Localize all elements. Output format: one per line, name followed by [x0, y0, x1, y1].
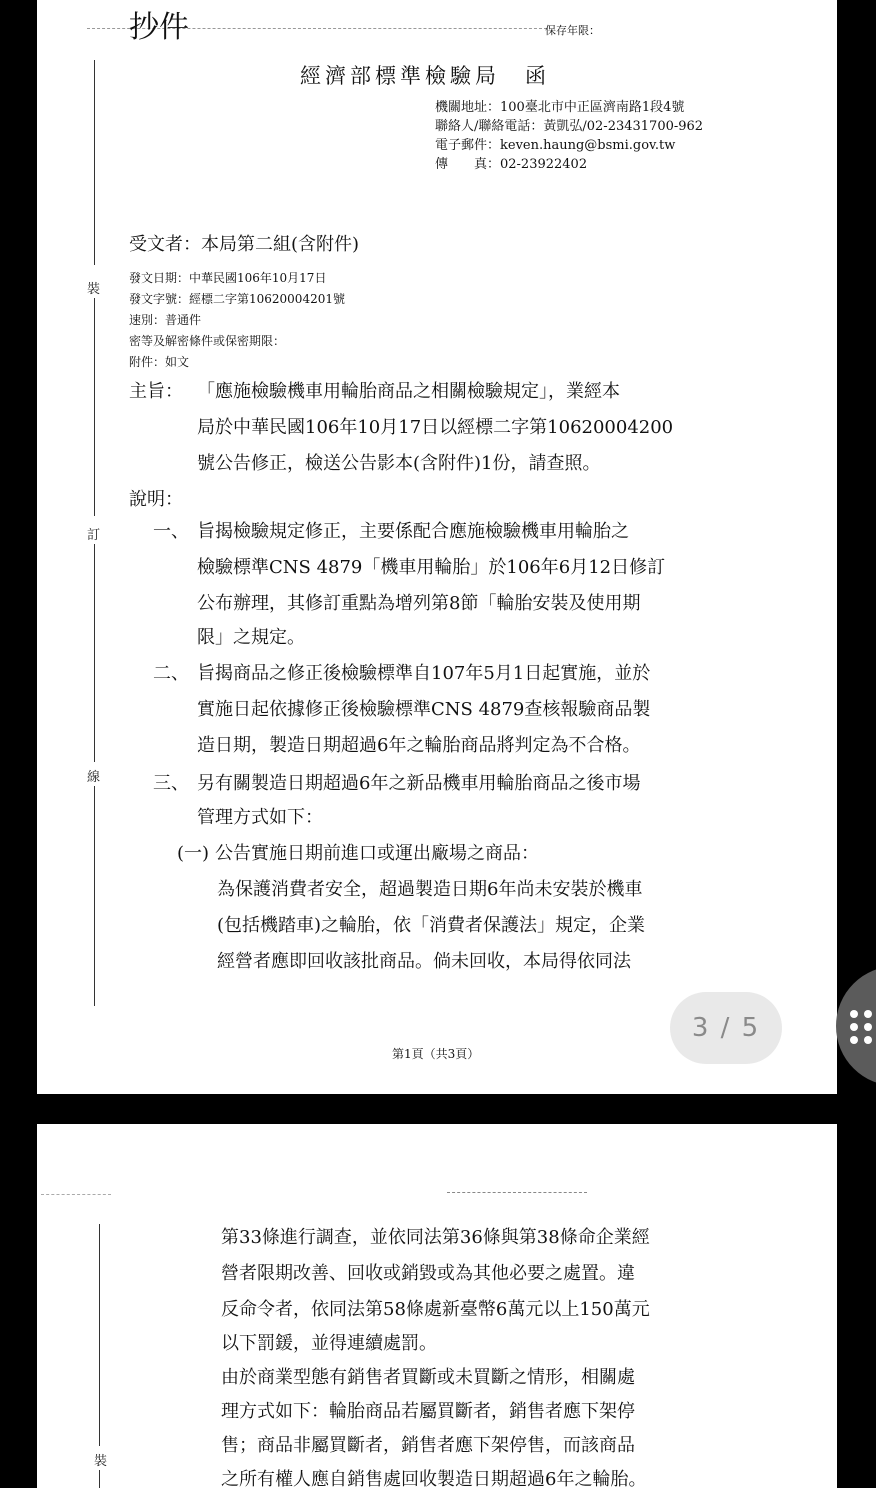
page-footer: 第1頁（共3頁）	[392, 1047, 480, 1061]
confidentiality: 密等及解密條件或保密期限：	[129, 334, 286, 348]
binding-line	[99, 1470, 100, 1488]
sub-item-title: 公告實施日期前進口或運出廠場之商品：	[215, 843, 539, 864]
sub-item-line: (包括機踏車)之輪胎，依「消費者保護法」規定，企業	[217, 915, 646, 936]
retention-label: 保存年限：	[545, 24, 600, 37]
issue-number: 發文字號：經標二字第10620004201號	[129, 292, 345, 306]
continued-line: 營者限期改善、回收或銷毀或為其他必要之處置。違	[221, 1263, 635, 1284]
item-3-number: 三、	[153, 773, 189, 794]
document-title: 經濟部標準檢驗局 函	[300, 64, 550, 88]
continued-line: 理方式如下：輪胎商品若屬買斷者，銷售者應下架停	[221, 1401, 635, 1422]
item-1-number: 一、	[153, 521, 189, 542]
document-page-1	[37, 0, 837, 1094]
continued-line: 由於商業型態有銷售者買斷或未買斷之情形，相關處	[221, 1367, 635, 1388]
continued-line: 反命令者，依同法第58條處新臺幣6萬元以上150萬元	[221, 1299, 650, 1320]
sub-item-number: (一)	[177, 843, 210, 864]
subject-line: 號公告修正，檢送公告影本(含附件)1份，請查照。	[197, 453, 601, 474]
speed-class: 速別：普通件	[129, 313, 202, 327]
item-2-line: 實施日起依據修正後檢驗標準CNS 4879查核報驗商品製	[197, 699, 651, 720]
issue-date: 發文日期：中華民國106年10月17日	[129, 271, 327, 285]
grid-dots-icon	[850, 1010, 876, 1044]
sub-item-line: 經營者應即回收該批商品。倘未回收，本局得依同法	[217, 951, 631, 972]
floating-menu-button[interactable]	[836, 966, 876, 1086]
continued-line: 第33條進行調查，並依同法第36條與第38條命企業經	[221, 1227, 650, 1248]
explanation-label: 說明：	[129, 489, 183, 510]
attachment: 附件：如文	[129, 355, 190, 369]
subject-line: 局於中華民國106年10月17日以經標二字第10620004200	[197, 417, 674, 438]
continued-line: 售；商品非屬買斷者，銷售者應下架停售，而該商品	[221, 1435, 635, 1456]
item-2-line: 造日期，製造日期超過6年之輪胎商品將判定為不合格。	[197, 735, 641, 756]
item-1-line: 公布辦理，其修訂重點為增列第8節「輪胎安裝及使用期	[197, 593, 641, 614]
top-rule	[447, 1192, 587, 1193]
binding-line	[94, 298, 95, 516]
contact-fax: 傳 真：02-23922402	[435, 157, 588, 172]
item-3-line: 另有關製造日期超過6年之新品機車用輪胎商品之後市場	[197, 773, 641, 794]
continued-line: 之所有權人應自銷售處回收製造日期超過6年之輪胎。	[221, 1469, 647, 1488]
item-2-number: 二、	[153, 663, 189, 684]
contact-person: 聯絡人/聯絡電話：黃凱弘/02-23431700-962	[435, 119, 704, 134]
contact-email: 電子郵件：keven.haung@bsmi.gov.tw	[435, 138, 676, 153]
binding-line	[94, 60, 95, 265]
binding-mark-ding: 訂	[87, 528, 101, 543]
recipient: 受文者：本局第二組(含附件)	[129, 234, 360, 255]
binding-mark-zhuang: 裝	[87, 282, 101, 297]
subject-label: 主旨：	[129, 381, 183, 402]
item-3-line: 管理方式如下：	[197, 807, 323, 828]
continued-line: 以下罰鍰，並得連續處罰。	[221, 1333, 437, 1354]
binding-mark-zhuang: 裝	[94, 1454, 108, 1469]
item-2-line: 旨揭商品之修正後檢驗標準自107年5月1日起實施，並於	[197, 663, 651, 684]
binding-mark-xian: 線	[87, 770, 101, 785]
binding-line	[94, 786, 95, 1006]
top-rule	[41, 1194, 111, 1195]
binding-line	[99, 1224, 100, 1446]
item-1-line: 檢驗標準CNS 4879「機車用輪胎」於106年6月12日修訂	[197, 557, 666, 578]
page-indicator[interactable]: 3 / 5	[670, 992, 782, 1064]
contact-address: 機關地址：100臺北市中正區濟南路1段4號	[435, 100, 685, 115]
sub-item-line: 為保護消費者安全，超過製造日期6年尚未安裝於機車	[217, 879, 643, 900]
binding-line	[94, 544, 95, 762]
copy-mark: 抄件	[129, 10, 189, 45]
item-1-line: 旨揭檢驗規定修正，主要係配合應施檢驗機車用輪胎之	[197, 521, 629, 542]
document-page-2	[37, 1124, 837, 1488]
item-1-line: 限」之規定。	[197, 627, 305, 648]
subject-line: 「應施檢驗機車用輪胎商品之相關檢驗規定」，業經本	[197, 381, 620, 402]
